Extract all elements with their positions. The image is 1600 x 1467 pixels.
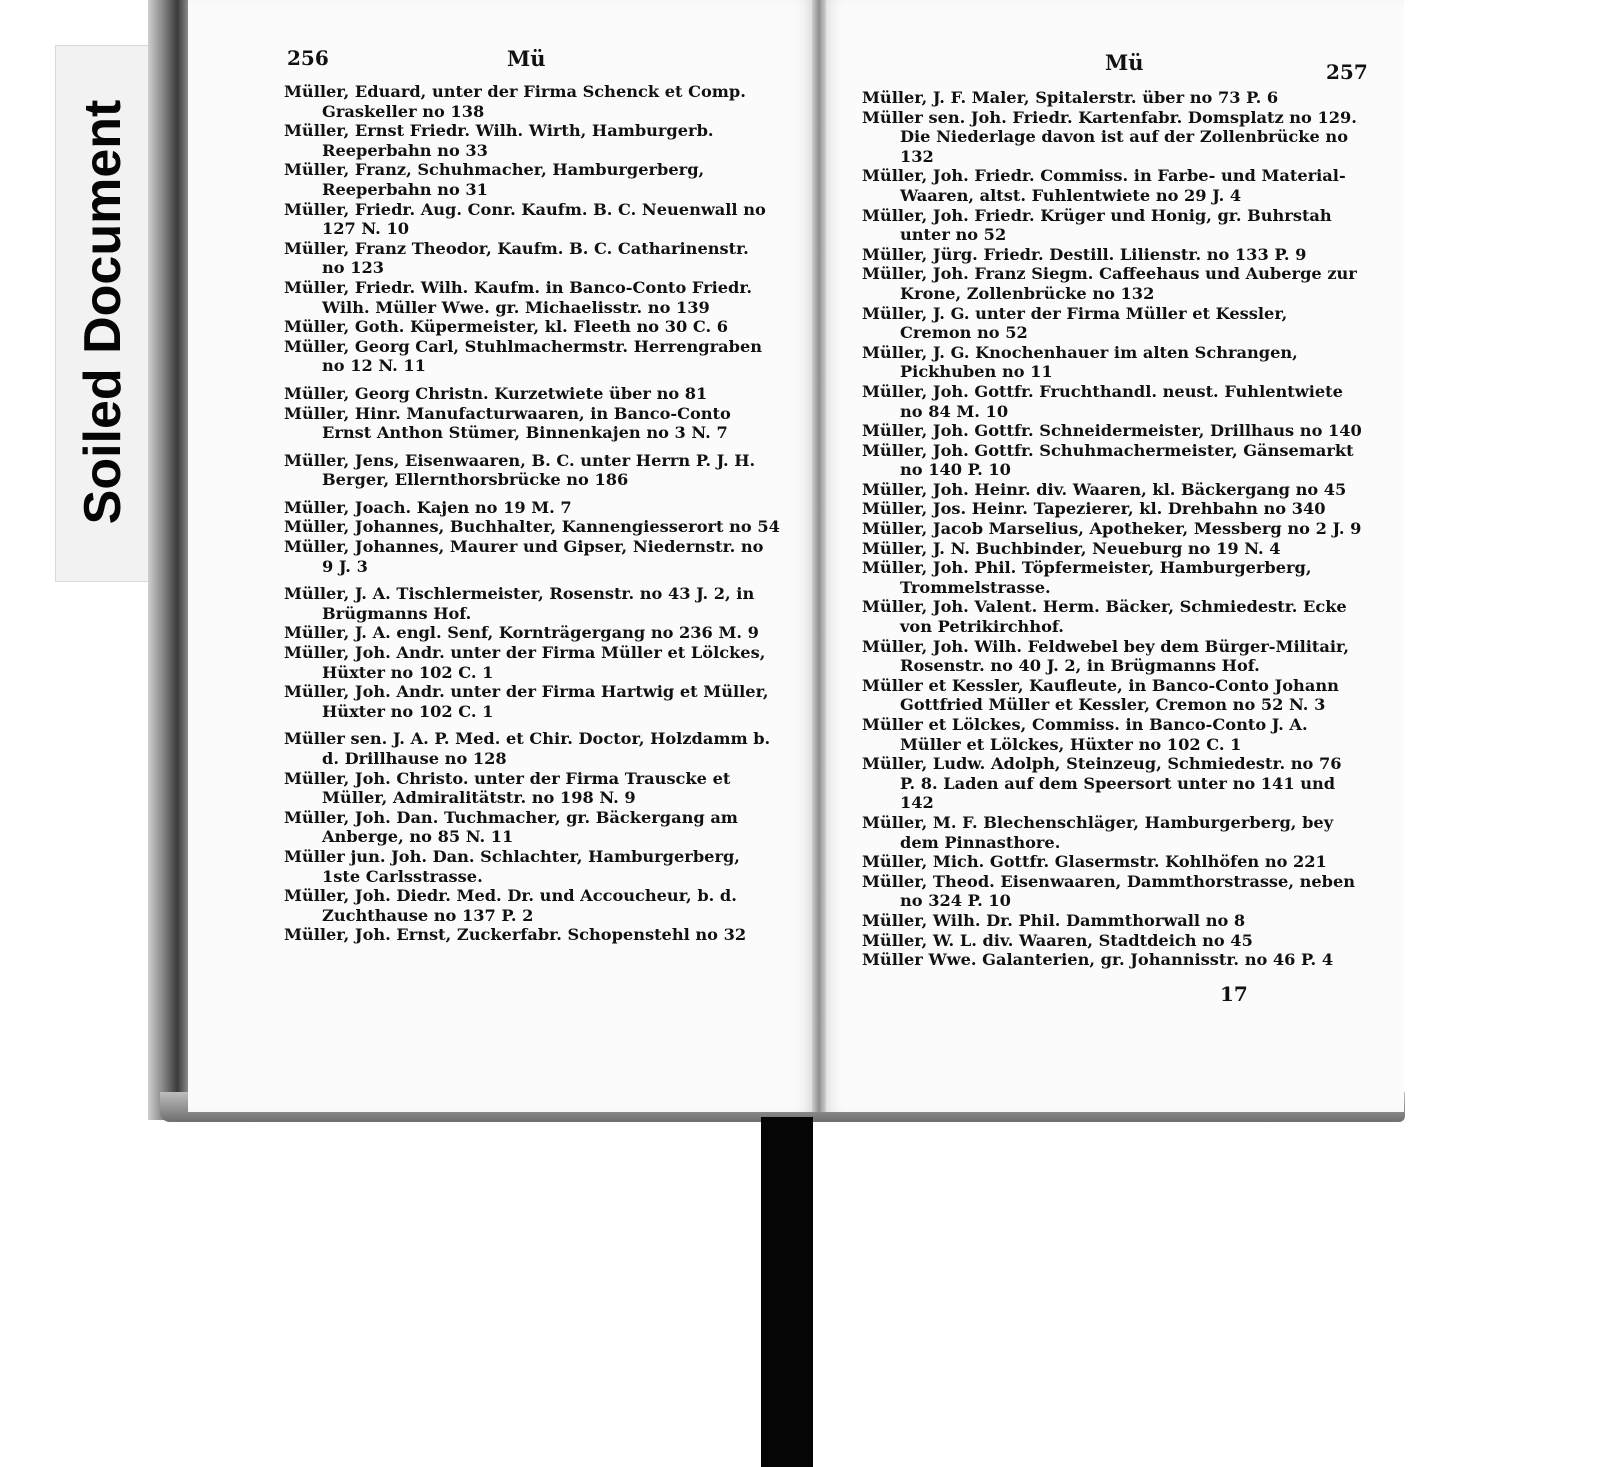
entry: Müller, J. F. Maler, Spitalerstr. über no 73 P. 6: [862, 88, 1279, 107]
entry: Müller, Jos. Heinr. Tapezierer, kl. Drehbahn no 340: [862, 499, 1326, 519]
entry: Müller, Joh. Gottfr. Schneidermeister, Drillhaus no 140: [862, 421, 1362, 441]
entry: Müller, Johannes, Maurer und Gipser, Niedernstr. no 9 J. 3: [284, 537, 764, 576]
entry: Müller, Johannes, Buchhalter, Kannengiesserort no 54: [284, 517, 780, 537]
entry: Müller, Theod. Eisenwaaren, Dammthorstrasse, neben no 324 P. 10: [862, 871, 1356, 911]
entry: Müller Wwe. Galanterien, gr. Johannisstr. no 46 P. 4: [862, 950, 1334, 970]
entry: Müller, Franz, Schuhmacher, Hamburgerberg, Reeperbahn no 31: [284, 160, 705, 199]
entry: Müller, J. A. Tischlermeister, Rosenstr. no 43 J. 2, in Brügmanns Hof.: [284, 584, 755, 623]
entry: Müller, Jens, Eisenwaaren, B. C. unter Herrn P. J. H. Berger, Ellernthorsbrücke no 186: [284, 450, 756, 490]
right-page-header: Mü: [1105, 50, 1144, 75]
entry: Müller, Jürg. Friedr. Destill. Lilienstr. no 133 P. 9: [862, 244, 1307, 264]
entry: Müller, Friedr. Aug. Conr. Kaufm. B. C. Neuenwall no 127 N. 10: [284, 199, 766, 239]
entry: Müller, Wilh. Dr. Phil. Dammthorwall no 8: [862, 910, 1246, 930]
entry: Müller, Joh. Andr. unter der Firma Müller et Lölckes, Hüxter no 102 C. 1: [284, 643, 766, 682]
entry: Müller, Jacob Marselius, Apotheker, Messberg no 2 J. 9: [862, 519, 1362, 539]
entry: Müller, J. G. unter der Firma Müller et Kessler, Cremon no 52: [862, 303, 1288, 343]
entry: Müller, Joh. Gottfr. Schuhmachermeister, Gänsemarkt no 140 P. 10: [862, 440, 1354, 480]
entry: Müller, Mich. Gottfr. Glasermstr. Kohlhöfen no 221: [862, 852, 1327, 872]
left-page-header: Mü: [507, 46, 546, 71]
right-entry-list: [862, 88, 1362, 970]
entry: Müller, Joh. Gottfr. Fruchthandl. neust. Fuhlentwiete no 84 M. 10: [862, 381, 1343, 421]
entry: Müller, Joh. Valent. Herm. Bäcker, Schmiedestr. Ecke von Petrikirchhof.: [862, 597, 1347, 637]
entry: Müller, Georg Carl, Stuhlmachermstr. Herrengraben no 12 N. 11: [284, 336, 763, 376]
signature-mark: 17: [1220, 982, 1248, 1006]
entry: Müller, Goth. Küpermeister, kl. Fleeth no 30 C. 6: [284, 317, 729, 337]
bookmark-ribbon: [761, 1117, 813, 1467]
entry: Müller jun. Joh. Dan. Schlachter, Hamburgerberg, 1ste Carlsstrasse.: [284, 846, 740, 886]
soiled-document-label: Soiled Document: [74, 99, 132, 525]
entry: Müller sen. Joh. Friedr. Kartenfabr. Domsplatz no 129. Die Niederlage davon ist auf der Zollenbrücke no 132: [862, 107, 1357, 166]
entry: Müller, Hinr. Manufacturwaaren, in Banco-Conto Ernst Anthon Stümer, Binnenkajen no 3 N. 7: [284, 403, 731, 443]
entry: Müller, Joh. Phil. Töpfermeister, Hamburgerberg, Trommelstrasse.: [862, 558, 1312, 597]
entry: Müller, Joh. Wilh. Feldwebel bey dem Bürger-Militair, Rosenstr. no 40 J. 2, in Brügmanns Hof.: [862, 636, 1349, 676]
entry: Müller, Ludw. Adolph, Steinzeug, Schmiedestr. no 76 P. 8. Laden auf dem Speersort unter no 141 und 142: [862, 754, 1342, 813]
entry: Müller, Joh. Heinr. div. Waaren, kl. Bäckergang no 45: [862, 479, 1347, 499]
entry: Müller, Georg Christn. Kurzetwiete über no 81: [284, 383, 708, 403]
entry: Müller, W. L. div. Waaren, Stadtdeich no 45: [862, 930, 1253, 950]
entry: Müller, Eduard, unter der Firma Schenck et Comp.: [284, 82, 746, 101]
book-spine: [148, 0, 190, 1120]
book-gutter: [812, 0, 826, 1112]
entry: Müller, Joh. Friedr. Krüger und Honig, gr. Buhrstah unter no 52: [862, 205, 1332, 245]
entry: Müller, M. F. Blechenschläger, Hamburgerberg, bey dem Pinnasthore.: [862, 812, 1334, 852]
entry: Müller, J. A. engl. Senf, Kornträgergang no 236 M. 9: [284, 623, 759, 643]
right-page-number: 257: [1326, 60, 1368, 84]
entry: Müller, Joh. Dan. Tuchmacher, gr. Bäckergang am Anberge, no 85 N. 11: [284, 807, 738, 847]
entry: Müller, Joh. Christo. unter der Firma Trauscke et Müller, Admiralitätstr. no 198 N. 9: [284, 768, 731, 808]
entry: Müller sen. J. A. P. Med. et Chir. Doctor, Holzdamm b. d. Drillhause no 128: [284, 729, 771, 768]
entry: Müller, Franz Theodor, Kaufm. B. C. Catharinenstr. no 123: [284, 238, 749, 278]
entry: Müller, J. G. Knochenhauer im alten Schrangen, Pickhuben no 11: [862, 342, 1298, 382]
entry: Müller et Lölckes, Commiss. in Banco-Conto J. A. Müller et Lölckes, Hüxter no 102 C. 1: [862, 715, 1308, 754]
entry: Müller, J. N. Buchbinder, Neueburg no 19 N. 4: [862, 538, 1281, 558]
entry: Müller, Joh. Franz Siegm. Caffeehaus und Auberge zur Krone, Zollenbrücke no 132: [862, 264, 1357, 303]
entry: Müller, Joh. Diedr. Med. Dr. und Accoucheur, b. d. Zuchthause no 137 P. 2: [284, 886, 737, 925]
entry: Müller, Joh. Ernst, Zuckerfabr. Schopenstehl no 32: [284, 925, 747, 945]
left-entry-list: [284, 82, 780, 945]
entry: Müller, Joach. Kajen no 19 M. 7: [284, 497, 572, 517]
entry: Müller, Ernst Friedr. Wilh. Wirth, Hamburgerb. Reeperbahn no 33: [284, 121, 714, 160]
entry: Müller, Friedr. Wilh. Kaufm. in Banco-Conto Friedr. Wilh. Müller Wwe. gr. Michaelisstr. no 139: [284, 277, 753, 317]
entry: Graskeller no 138: [322, 101, 485, 121]
entry: Müller et Kessler, Kaufleute, in Banco-Conto Johann Gottfried Müller et Kessler, Cremon no 52 N. 3: [862, 675, 1339, 715]
left-page-number: 256: [287, 46, 329, 70]
entry: Müller, Joh. Andr. unter der Firma Hartwig et Müller, Hüxter no 102 C. 1: [284, 682, 769, 721]
entry: Müller, Joh. Friedr. Commiss. in Farbe- und Material-Waaren, altst. Fuhlentwiete no 29 J. 4: [862, 166, 1346, 205]
